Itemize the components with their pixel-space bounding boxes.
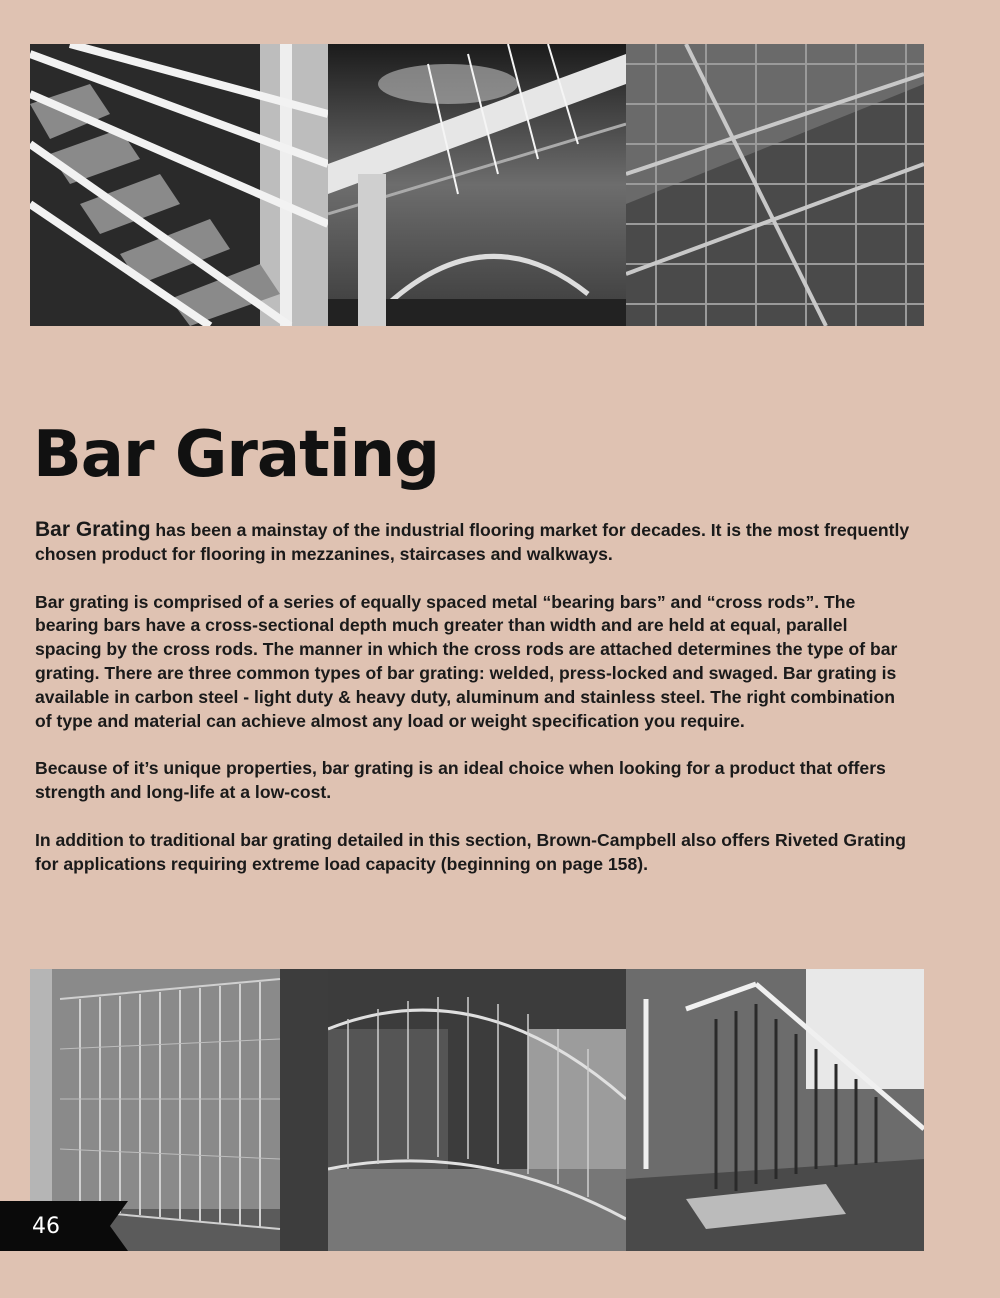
photo-stair-railing bbox=[626, 969, 924, 1251]
photo-canopy-bridge bbox=[328, 44, 626, 326]
photo-curved-walkway-fence bbox=[328, 969, 626, 1251]
page-number-tab bbox=[0, 1201, 128, 1251]
paragraph-intro bbox=[35, 518, 915, 567]
paragraph-riveted: In addition to traditional bar grating detailed in this section, Brown-Campbell also offers Riveted Grating for applications requiring extreme load capacity (beginning on page 158). bbox=[35, 829, 906, 874]
paragraph-description: Bar grating is comprised of a series of equally spaced metal “bearing bars” and “cross rods”. The bearing bars have a cross-sectional depth much greater than width and are held at equal, parallel spacing by the cross rods. The manner in which the cross rods are attached determines the type of bar grating. There are three common types of bar grating: welded, press-locked and swaged. Bar grating is available in carbon steel - light duty & heavy duty, aluminum and stainless steel. The right combination of type and material can achieve almost any load or weight specification you require. bbox=[35, 591, 898, 731]
body-text bbox=[35, 518, 915, 901]
paragraph-properties: Because of it’s unique properties, bar grating is an ideal choice when looking for a product that offers strength and long-life at a low-cost. bbox=[35, 758, 886, 803]
intro-text: has been a mainstay of the industrial flooring market for decades. It is the most frequently chosen product for flooring in mezzanines, staircases and walkways. bbox=[35, 520, 910, 564]
top-photo-strip bbox=[30, 44, 924, 326]
lead-term: Bar Grating bbox=[35, 518, 151, 541]
photo-building-facade bbox=[626, 44, 924, 326]
page-title: Bar Grating bbox=[33, 418, 439, 492]
page-number: 46 bbox=[32, 1214, 60, 1239]
photo-staircase-grating bbox=[30, 44, 328, 326]
bottom-photo-strip bbox=[30, 969, 924, 1251]
